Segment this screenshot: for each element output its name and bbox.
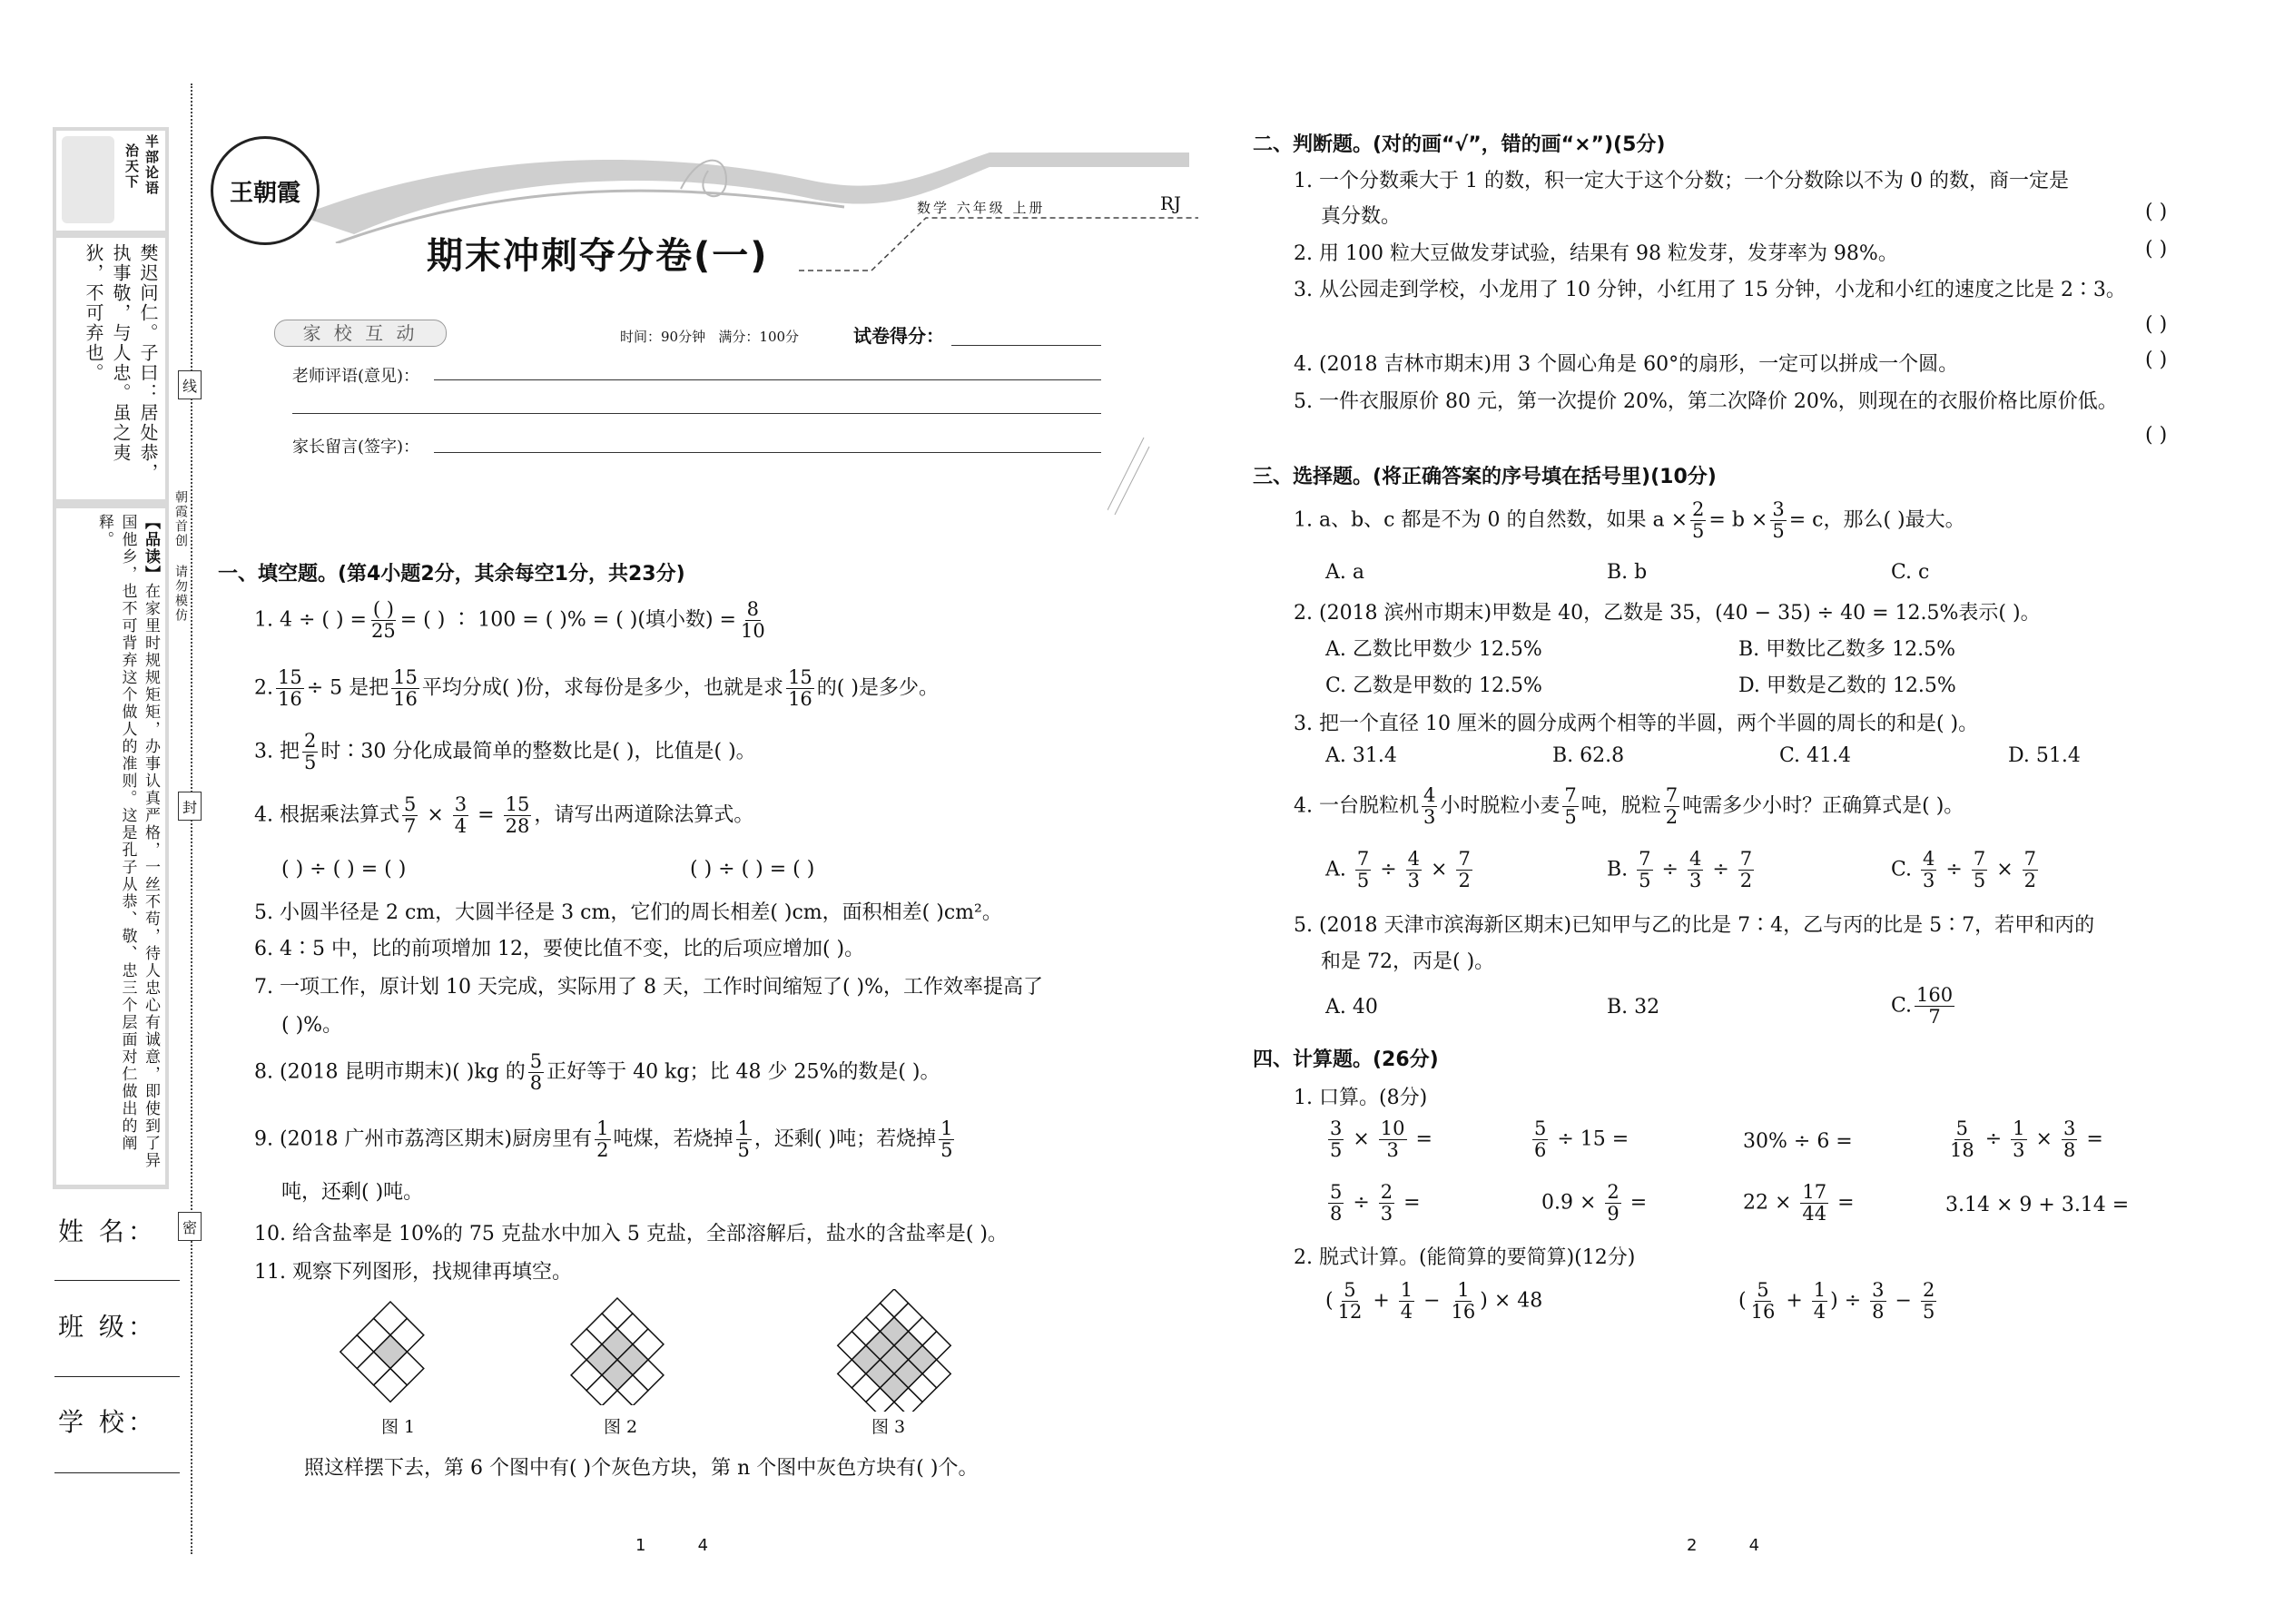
choice-question-1: 1. a、b、c 都是不为 0 的自然数，如果 a × $\frac{2}{5}$ = b × $\frac{3}{5}$ = c，那么( )最大。 [1294, 498, 1965, 543]
copyright-note: 朝霞首创 请勿模仿 [173, 490, 188, 623]
class-label: 班 级： [58, 1312, 157, 1342]
school-field[interactable] [54, 1472, 180, 1473]
question-4-blank[interactable]: ( ) ÷ ( ) = ( ) [281, 858, 407, 881]
choice-question-4: 4. 一台脱粒机 $\frac{4}{3}$ 小时脱粒小麦 $\frac{7}{5}$ 吨，脱粒 $\frac{7}{2}$ 吨需多少小时？正确算式是( )。 [1294, 784, 1964, 829]
oral-calc: 3.14 × 9 + 3.14 = [1945, 1194, 2130, 1216]
oral-calc: $\frac{5}{8}$ ÷ $\frac{2}{3}$ = [1330, 1181, 1421, 1225]
section-title: 三、选择题。(将正确答案的序号填在括号里)(10分) [1253, 466, 1717, 488]
question-6: 6. 4∶5 中，比的前项增加 12，要使比值不变，比的后项应增加( )。 [254, 938, 865, 960]
answer-paren[interactable]: ( ) [2145, 424, 2168, 447]
home-school-badge: 家 校 互 动 [274, 320, 447, 347]
sidebar-quote: 樊迟问仁。子曰：居处恭，执事敬，与人忠。虽之夷狄，不可弃也。 [56, 238, 165, 499]
option-a: A. $\frac{7}{5}$ ÷ $\frac{4}{3}$ × $\frac{7}{2}$ [1325, 848, 1471, 892]
question-3: 3. 把 $\frac{2}{5}$ 时∶30 分化成最简单的整数比是( )，比值是( )。 [254, 730, 756, 774]
step-calc: ( $\frac{5}{12}$ + $\frac{1}{4}$ − $\frac{1}{16}$ ) × 48 [1325, 1279, 1543, 1324]
confucius-icon [62, 136, 114, 223]
option: A. 31.4 [1325, 744, 1397, 767]
score-label: 试卷得分： [853, 325, 944, 347]
name-label: 姓 名： [58, 1216, 157, 1246]
question-1: 1. 4 ÷ ( ) = $\frac{( )}{25}$ = ( ) ∶ 100 = ( )% = ( )(填小数) = $\frac{8}{10}$ [254, 598, 765, 643]
option: C. c [1891, 561, 1930, 584]
question-7-cont: ( )%。 [281, 1014, 343, 1037]
answer-paren[interactable]: ( ) [2145, 349, 2168, 371]
school-label: 学 校： [58, 1407, 157, 1437]
question-9: 9. (2018 广州市荔湾区期末)厨房里有 $\frac{1}{2}$ 吨煤，若烧掉 $\frac{1}{5}$ ，还剩( )吨；若烧掉 $\frac{1}{5}$ [254, 1117, 953, 1162]
page-title: 期末冲刺夺分卷(一) [427, 235, 769, 277]
sidebar-reading: 【品读】在家里时规规矩矩，办事认真严格，一丝不苟，待人忠心有诚意，即使到了异国他乡，也不可背弃这个做人的准则。这是孔子从恭、敬、忠三个层面对仁做出的阐释。 [56, 508, 165, 1185]
question-9-cont: 吨，还剩( )吨。 [281, 1181, 424, 1204]
option-b: B. $\frac{7}{5}$ ÷ $\frac{4}{3}$ ÷ $\frac{7}{2}$ [1607, 848, 1753, 892]
section-title: 二、判断题。(对的画“√”，错的画“×”)(5分) [1253, 133, 1666, 156]
question-7: 7. 一项工作，原计划 10 天完成，实际用了 8 天，工作时间缩短了( )%，工作效率提高了 [254, 976, 1044, 999]
teacher-comment-field[interactable] [434, 379, 1101, 380]
choice-question-3: 3. 把一个直径 10 厘米的圆分成两个相等的半圆，两个半圆的周长的和是( )。 [1294, 713, 1979, 735]
judge-question-5: 5. 一件衣服原价 80 元，第一次提价 20%，第二次降价 20%，则现在的衣服价格比原价低。 [1294, 390, 2118, 413]
answer-paren[interactable]: ( ) [2145, 238, 2168, 261]
pattern-figure-3 [790, 1289, 999, 1412]
option: B. b [1607, 561, 1648, 584]
sidebar-panel [53, 127, 169, 1189]
parent-comment-field[interactable] [434, 452, 1101, 453]
option: B. 甲数比乙数多 12.5% [1738, 638, 1956, 661]
page-number: 1 4 [635, 1536, 709, 1555]
badge-text-2: 治天下 [123, 143, 140, 190]
option-c: C. $\frac{4}{3}$ ÷ $\frac{7}{5}$ × $\frac{7}{2}$ [1891, 848, 2037, 892]
cut-mark: 封 [178, 792, 202, 821]
option: D. 51.4 [2008, 744, 2081, 767]
oral-calc: 0.9 × $\frac{2}{9}$ = [1541, 1181, 1648, 1225]
sub-section-title: 2. 脱式计算。(能简算的要简算)(12分) [1294, 1246, 1636, 1269]
judge-question-3: 3. 从公园走到学校，小龙用了 10 分钟，小红用了 15 分钟，小龙和小红的速度之比是 2∶3。 [1294, 279, 2126, 301]
oral-calc: 22 × $\frac{17}{44}$ = [1743, 1181, 1855, 1225]
brand-logo: 王朝霞 [211, 136, 320, 245]
answer-paren[interactable]: ( ) [2145, 201, 2168, 223]
judge-question-1: 1. 一个分数乘大于 1 的数，积一定大于这个分数；一个分数除以不为 0 的数，商一定是 [1294, 170, 2069, 192]
section-title: 四、计算题。(26分) [1253, 1048, 1439, 1071]
title-underline [799, 214, 1198, 278]
parent-comment-label: 家长留言(签字)： [292, 438, 420, 457]
oral-calc: $\frac{5}{6}$ ÷ 15 = [1534, 1117, 1629, 1162]
question-4-blank[interactable]: ( ) ÷ ( ) = ( ) [690, 858, 815, 881]
section-title: 一、填空题。(第4小题2分，其余每空1分，共23分) [218, 563, 685, 586]
sidebar-badge [56, 131, 165, 231]
oral-calc: $\frac{3}{5}$ × $\frac{10}{3}$ = [1330, 1117, 1433, 1162]
choice-question-5-cont: 和是 72，丙是( )。 [1321, 950, 1495, 973]
judge-question-2: 2. 用 100 粒大豆做发芽试验，结果有 98 粒发芽，发芽率为 98%。 [1294, 242, 1898, 265]
oral-calc: $\frac{5}{18}$ ÷ $\frac{1}{3}$ × $\frac{3}{8}$ = [1950, 1117, 2103, 1162]
figure-label: 图 3 [871, 1417, 906, 1437]
option: B. 62.8 [1552, 744, 1625, 767]
corner-lines [1108, 428, 1153, 519]
score-field[interactable] [951, 345, 1101, 346]
question-4: 4. 根据乘法算式 $\frac{5}{7}$ × $\frac{3}{4}$ = $\frac{15}{28}$ ，请写出两道除法算式。 [254, 793, 754, 838]
judge-question-4: 4. (2018 吉林市期末)用 3 个圆心角是 60°的扇形，一定可以拼成一个圆。 [1294, 353, 1959, 376]
question-11-cont: 照这样摆下去，第 6 个图中有( )个灰色方块，第 n 个图中灰色方块有( )个。 [304, 1457, 979, 1480]
question-2: 2. $\frac{15}{16}$ ÷ 5 是把 $\frac{15}{16}$ 平均分成( )份，求每份是多少，也就是求 $\frac{15}{16}$ 的( )是多少。 [254, 666, 939, 711]
option: C. 41.4 [1779, 744, 1852, 767]
question-10: 10. 给含盐率是 10%的 75 克盐水中加入 5 克盐，全部溶解后，盐水的含盐率是( )。 [254, 1223, 1008, 1245]
sub-section-title: 1. 口算。(8分) [1294, 1087, 1428, 1109]
cut-mark: 密 [178, 1212, 202, 1241]
badge-text: 半部论语 [143, 134, 160, 196]
option: C. $\frac{160}{7}$ [1891, 984, 1954, 1029]
option: B. 32 [1607, 996, 1660, 1019]
pattern-figure-1 [331, 1296, 449, 1405]
choice-question-5: 5. (2018 天津市滨海新区期末)已知甲与乙的比是 7∶4，乙与丙的比是 5∶7，若甲和丙的 [1294, 914, 2095, 937]
option: D. 甲数是乙数的 12.5% [1738, 674, 1956, 697]
exam-meta: 时间：90分钟 满分：100分 [620, 329, 800, 345]
subject-label: 数学 六年级 上册 [917, 200, 1046, 216]
question-5: 5. 小圆半径是 2 cm，大圆半径是 3 cm，它们的周长相差( )cm，面积相差( )cm²。 [254, 901, 1002, 924]
option: A. 乙数比甲数少 12.5% [1325, 638, 1542, 661]
cut-mark: 线 [178, 370, 202, 399]
choice-question-2: 2. (2018 滨州市期末)甲数是 40，乙数是 35，(40 − 35) ÷ 40 = 12.5%表示( )。 [1294, 602, 2041, 625]
pattern-figure-2 [540, 1296, 694, 1405]
class-field[interactable] [54, 1376, 180, 1377]
option: A. 40 [1325, 996, 1378, 1019]
step-calc: ( $\frac{5}{16}$ + $\frac{1}{4}$ ) ÷ $\frac{3}{8}$ − $\frac{2}{5}$ [1738, 1279, 1935, 1324]
option: A. a [1325, 561, 1364, 584]
answer-paren[interactable]: ( ) [2145, 313, 2168, 336]
page-number: 2 4 [1687, 1536, 1760, 1555]
question-8: 8. (2018 昆明市期末)( )kg 的 $\frac{5}{8}$ 正好等于 40 kg；比 48 少 25%的数是( )。 [254, 1050, 940, 1095]
edition-label: RJ [1160, 192, 1182, 214]
teacher-comment-line [292, 413, 1101, 414]
question-11: 11. 观察下列图形，找规律再填空。 [254, 1261, 572, 1284]
figure-label: 图 2 [604, 1417, 638, 1437]
option: C. 乙数是甲数的 12.5% [1325, 674, 1542, 697]
teacher-comment-label: 老师评语(意见)： [292, 367, 420, 386]
name-field[interactable] [54, 1280, 180, 1281]
figure-label: 图 1 [381, 1417, 416, 1437]
judge-question-1-cont: 真分数。 [1321, 205, 1402, 228]
oral-calc: 30% ÷ 6 = [1743, 1130, 1853, 1153]
